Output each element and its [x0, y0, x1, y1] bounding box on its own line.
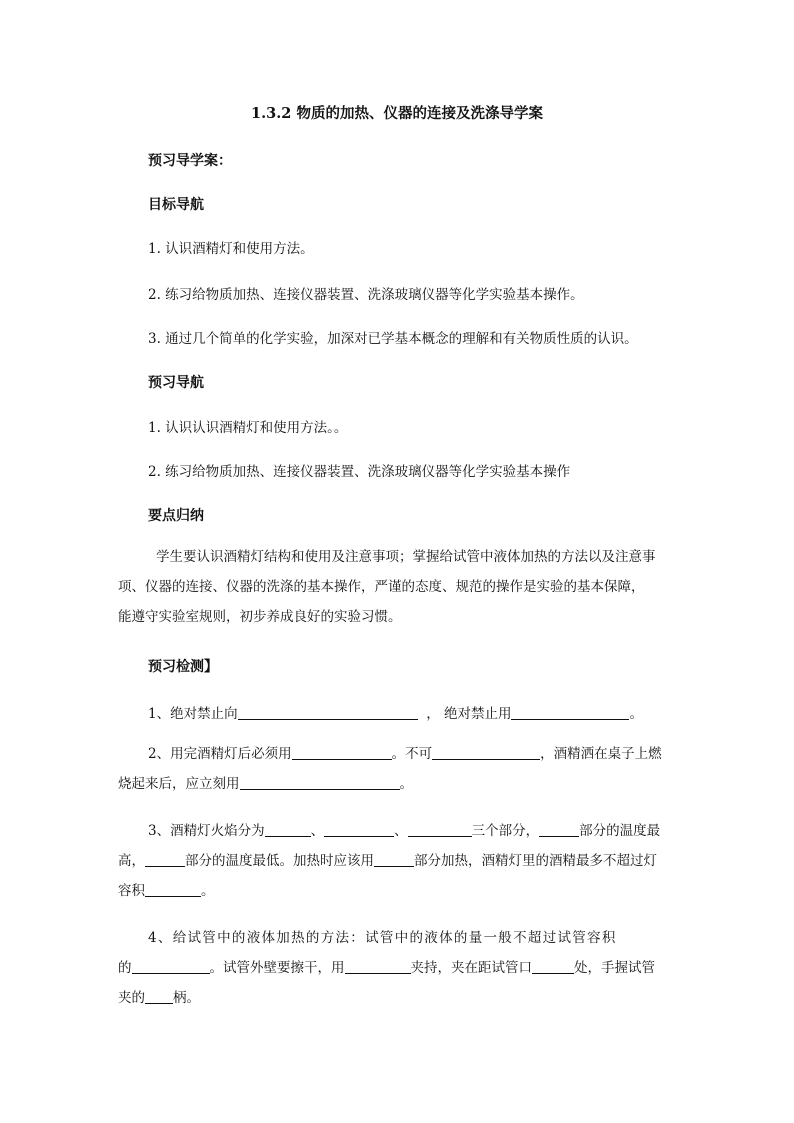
key-points-line-1: 学生要认识酒精灯结构和使用及注意事项；掌握给试管中液体加热的方法以及注意事 — [156, 549, 656, 565]
goals-heading: 目标导航 — [148, 197, 204, 213]
page-title: 1.3.2 物质的加热、仪器的连接及洗涤导学案 — [251, 105, 543, 122]
blank[interactable] — [145, 852, 185, 867]
preview-nav-item-2: 2. 练习给物质加热、连接仪器装置、洗涤玻璃仪器等化学实验基本操作 — [148, 464, 571, 480]
question-1: 1、绝对禁止向 ， 绝对禁止用 。 — [148, 706, 643, 722]
blank[interactable] — [238, 705, 418, 720]
blank[interactable] — [408, 822, 472, 837]
goal-item-2: 2. 练习给物质加热、连接仪器装置、洗涤玻璃仪器等化学实验基本操作。 — [148, 287, 584, 303]
question-3: 3、酒精灯火焰分为 、 、 三个部分， 部分的温度最 高， 部分的温度最低。加热时应该用 部分加热，酒精灯里的酒精最多不超过灯 容积 。 — [118, 823, 661, 899]
preview-nav-item-1: 1. 认识认识酒精灯和使用方法。。 — [148, 420, 348, 436]
blank[interactable] — [132, 959, 210, 974]
section-heading-preview: 预习导学案： — [148, 153, 232, 169]
key-points-line-3: 能遵守实验室规则，初步养成良好的实验习惯。 — [118, 609, 402, 625]
question-4: 4、给试管中的液体加热的方法：试管中的液体的量一般不超过试管容积 的 。试管外壁要擦干，用 夹持，夹在距试管口 处，手握试管 夹的 柄。 — [118, 930, 655, 1006]
key-points-heading: 要点归纳 — [148, 508, 204, 524]
blank[interactable] — [145, 882, 201, 897]
blank[interactable] — [539, 822, 579, 837]
blank[interactable] — [292, 745, 392, 760]
blank[interactable] — [345, 959, 411, 974]
blank[interactable] — [374, 852, 414, 867]
blank[interactable] — [145, 989, 173, 1004]
goal-item-3: 3. 通过几个简单的化学实验，加深对已学基本概念的理解和有关物质性质的认识。 — [148, 331, 638, 347]
blank[interactable] — [240, 775, 400, 790]
key-points-line-2: 项、仪器的连接、仪器的洗涤的基本操作，严谨的态度、规范的操作是实验的基本保障， — [118, 579, 645, 595]
key-points-paragraph — [118, 542, 678, 632]
question-2: 2、用完酒精灯后必须用 。不可 ，酒精洒在桌子上燃 烧起来后，应立刻用 。 — [118, 746, 662, 792]
blank[interactable] — [432, 745, 540, 760]
preview-nav-heading: 预习导航 — [148, 375, 204, 391]
check-heading: 预习检测】 — [148, 659, 218, 675]
blank[interactable] — [532, 959, 574, 974]
blank[interactable] — [265, 822, 311, 837]
blank[interactable] — [324, 822, 394, 837]
blank[interactable] — [511, 705, 629, 720]
goal-item-1: 1. 认识酒精灯和使用方法。 — [148, 241, 314, 257]
